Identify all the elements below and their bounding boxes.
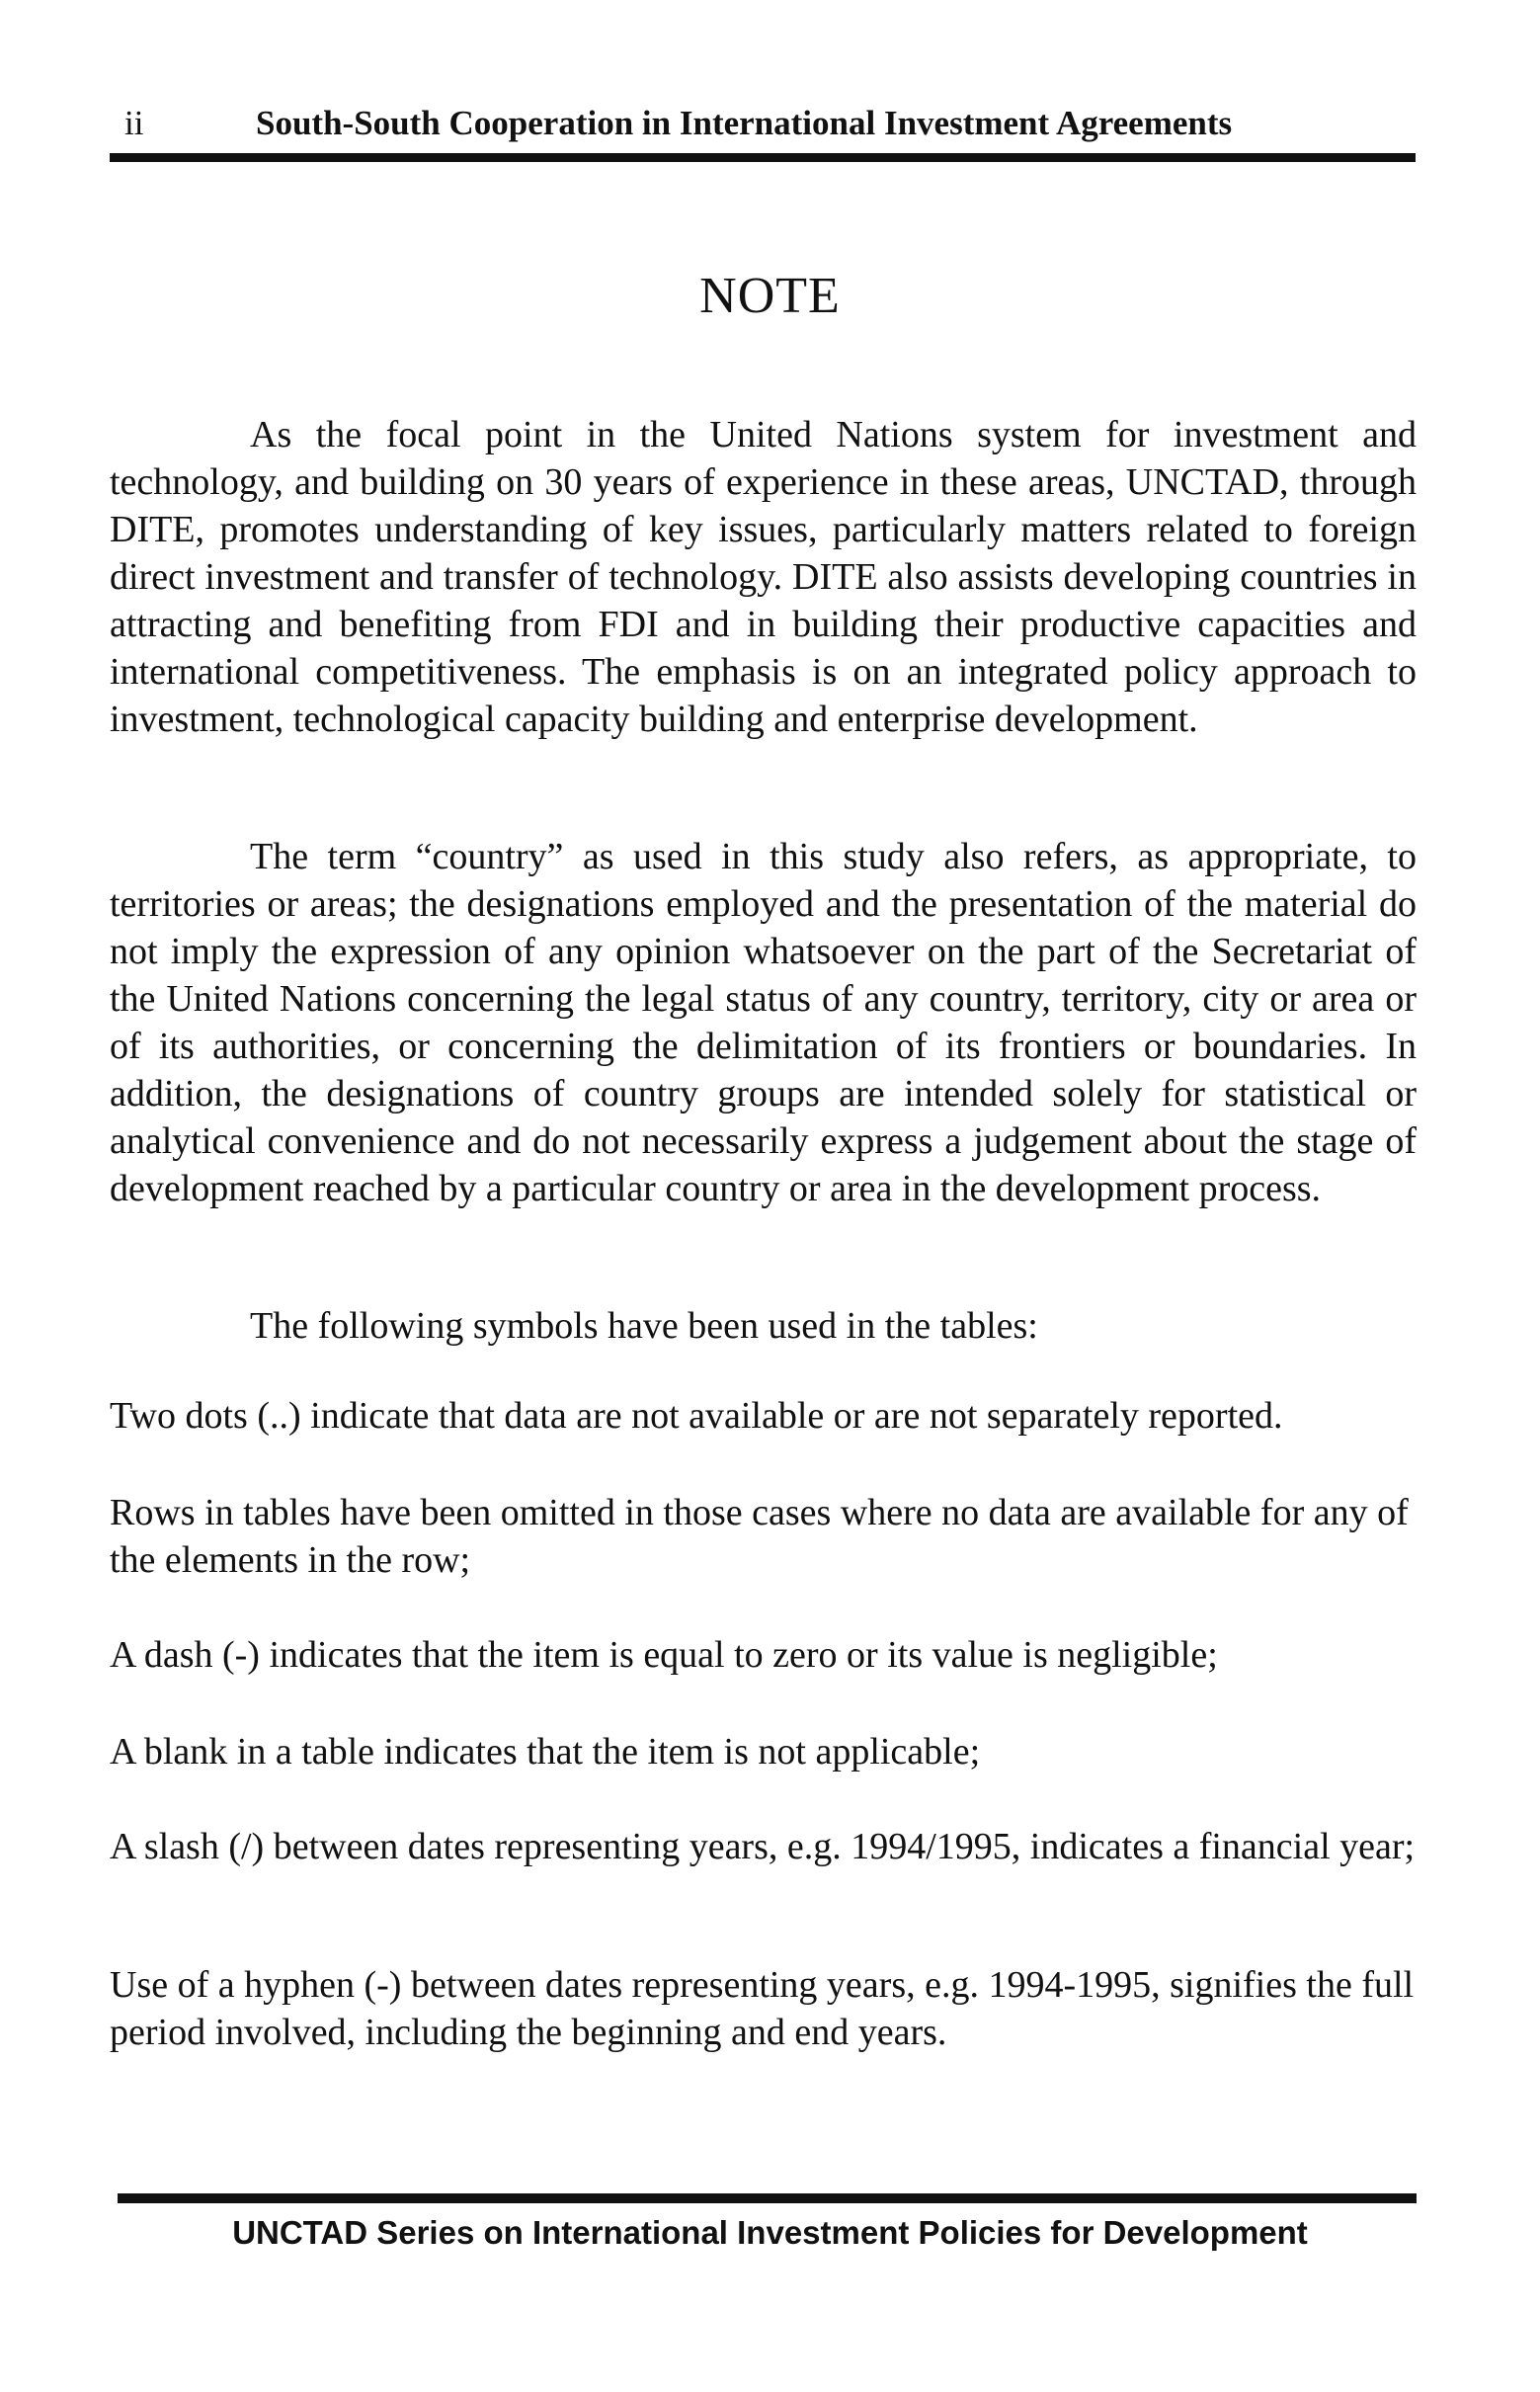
page-number: ii [124,104,144,142]
note-title: NOTE [699,268,841,324]
symbol-hyphen: Use of a hyphen (-) between dates representing years, e.g. 1994-1995, signifies the full period involved, including the beginning and end years. [110,1964,1415,2053]
running-header [110,99,1416,148]
header-title: South-South Cooperation in International Investment Agreements [256,104,1233,142]
footer-rule [118,2193,1417,2203]
paragraph-country-term: The term “country” as used in this study also refers, as appropriate, to territories or areas; the designations employed and the presentation of the material do not imply the expression of any opinion whatsoever on the part of the Secretariat of the United Nations concerning the legal status of any country, territory, city or area or of its authorities, or concerning the delimitation of its frontiers or boundaries. In addition, the designations of country groups are intended solely for statistical or analytical convenience and do not necessarily express a judgement about the stage of development reached by a particular country or area in the development process. [110,836,1417,1209]
symbol-omitted-rows: Rows in tables have been omitted in those cases where no data are available for any of the elements in the row; [110,1492,1409,1581]
symbol-dash: A dash (-) indicates that the item is equal to zero or its value is negligible; [110,1634,1218,1676]
paragraph-symbols-intro: The following symbols have been used in the tables: [250,1305,1038,1347]
symbol-two-dots: Two dots (..) indicate that data are not available or are not separately reported. [110,1395,1283,1437]
paragraph-unctad-focal-point: As the focal point in the United Nations system for investment and technology, and building on 30 years of experience in these areas, UNCTAD, through DITE, promotes understanding of key issues, particularly matters related to foreign direct investment and transfer of technology. DITE also assists developing countries in attracting and benefiting from FDI and in building their productive capacities and international competitiveness. The emphasis is on an integrated policy approach to investment, technological capacity building and enterprise development. [110,414,1417,740]
footer-series-title: UNCTAD Series on International Investment Policies for Development [232,2214,1308,2251]
symbol-slash: A slash (/) between dates representing years, e.g. 1994/1995, indicates a financial year; [110,1826,1416,1867]
header-rule [110,153,1416,162]
symbol-blank: A blank in a table indicates that the item is not applicable; [110,1731,981,1773]
